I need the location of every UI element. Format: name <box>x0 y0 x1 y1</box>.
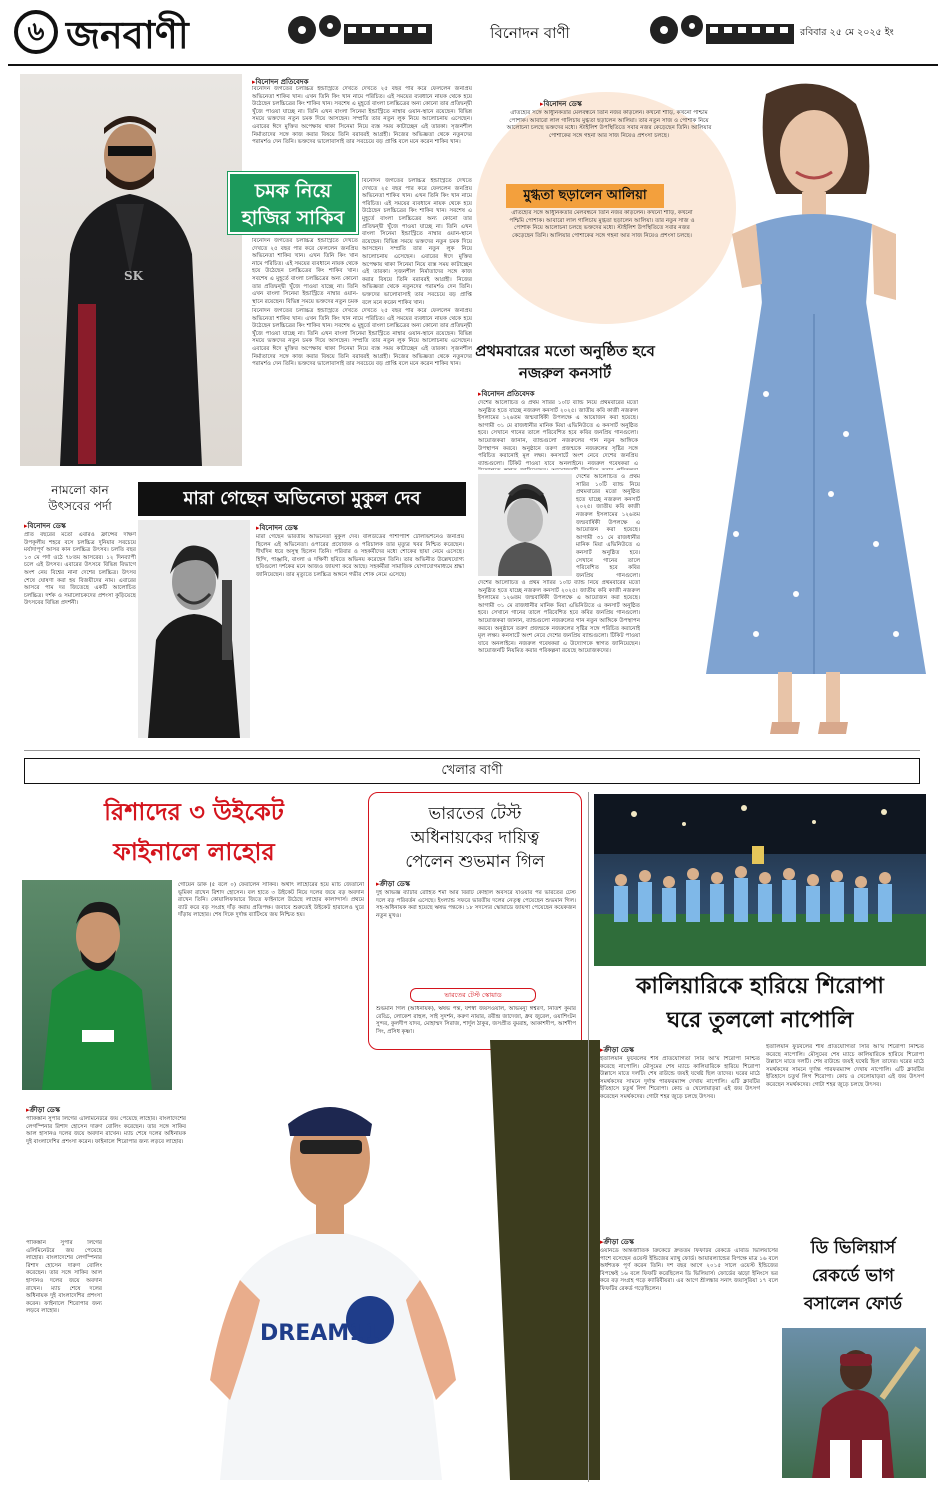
devilliers-headline <box>780 1234 926 1318</box>
mukul-headline-box <box>138 482 466 516</box>
alia-body: ঐতিহ্যের সঙ্গে আধুনিকতার মেলবন্ধনে তিনি নজর কাড়লেন। কখনো শাড়ি, কখনো পশ্চিমি পোশাক। আবারো লাল গালিচায় মুগ্ধতা ছড়ালেন আলিয়া। তার নতুন সাজ ও পোশাক নিয়ে আলোচনা চলছে ভক্তদের মধ্যে। স্টাইলিশ উপস্থিতিতে সবার নজর কেড়েছেন তিনি। আলিয়ার পোশাকের সঙ্গে গহনা আর সাজ নিয়েও প্রশংসা চলছে। <box>506 110 712 139</box>
cannes-byline: ▸ বিনোদন ডেস্ক <box>24 520 66 532</box>
napoli-headline: ঘরে তুললো নাপোলি <box>666 1008 854 1033</box>
napoli-body: ইতালিয়ান ফুটবলের শীর্ষ প্রতিযোগিতা সিরি আ'য় শিরোপা নিশ্চিত করেছে নাপোলি। মৌসুমের শেষ ম্যাচে কালিয়ারিকে হারিয়ে শিরোপা উল্লাসে মাতে দলটি। শেষ রাউন্ডে জয়ই যথেষ্ট ছিল তাদের। ঘরের মাঠে সমর্থকদের সামনে দুর্দান্ত পারফরম্যান্স দেখায় নাপোলি। এটি ক্লাবটির ইতিহাসে চতুর্থ লিগ শিরোপা। কোচ ও খেলোয়াড়রা এই জয় উৎসর্গ করেছেন সমর্থকদের। গোটা শহর জুড়ে চলছে উৎসব। <box>600 1056 760 1100</box>
mukul-dev-photo <box>138 520 250 738</box>
gill-squad-list: শুভমান গিল (অধিনায়ক), ঋষভ পন্ত, যশস্বী জয়সওয়াল, অভিমন্যু ঈশ্বরণ, নিতিশ কুমার রেড্ডি, লোকেশ রাহুল, সাই সুদর্শন, করুণ নায়ার, রবীন্দ্র জাদেজা, ধ্রুব জুরেল, ওয়াশিংটন সুন্দর, কুলদীপ যাদব, মোহাম্মদ সিরাজ, শার্দুল ঠাকুর, জসপ্রীত বুমরাহ, আকাশদীপ, আর্শদীপ সিং, প্রসিধ কৃষ্ণা। <box>376 1006 576 1035</box>
mukul-byline: ▸ বিনোদন ডেস্ক <box>256 522 298 534</box>
sakib-headline: চমক নিয়ে <box>254 180 332 202</box>
sakib-body: বিনোদন জগতের চলচ্চিত্র ইন্ডাস্ট্রিতে দেখতে দেখতে ২৫ বছর পার করে ফেললেন জনপ্রিয় অভিনেতা শাকিব খান। এখন তিনি কিং খান নামে পরিচিত। এই সময়ের ব্যবধানে নায়ক থেকে হয়ে উঠেছেন চলচ্চিত্রের কিং শাকিব খান। সবশেষ এ মুহূর্তে বাংলা চলচ্চিত্রের অন্য কোনো তার প্রতিদ্বন্দ্বী খুঁজে পাওয়া যাচ্ছে না। তিনি এখন বাংলা সিনেমা ইন্ডাস্ট্রিতে নাম্বার ওয়ান-স্থানে রয়েছেন। বিভিন্ন সময়ে ভক্তদের নতুন চমক দিয়ে আসছেন। সম্প্রতি তার নতুন লুক নিয়ে আলোচনায় এসেছেন। এবারের ঈদে মুক্তির অপেক্ষায় থাকা সিনেমা নিয়ে ব্যস্ত সময় কাটাচ্ছেন এই তারকা। সৃজনশীল নির্মাতাদের সঙ্গে কাজ করার বিষয়ে তিনি বরাবরই আগ্রহী। নিজের অভিজ্ঞতা থেকে নতুনদের পরামর্শও দেন তিনি। ভক্তদের ভালোবাসাই তার সবচেয়ে বড় প্রাপ্তি বলে মনে করেন শাকিব খান। <box>252 308 472 368</box>
rishad-headline <box>22 792 366 872</box>
rishad-headline: রিশাদের ৩ উইকেট <box>104 798 284 826</box>
film-reel-icon <box>646 12 796 50</box>
alia-byline: ▸ বিনোদন ডেস্ক <box>540 98 582 110</box>
cannes-headline: উৎসবের পর্দা <box>48 499 112 513</box>
svg-text:DREAM11: DREAM11 <box>260 1321 380 1346</box>
divider <box>24 750 920 751</box>
sakib-khan-photo <box>20 74 242 466</box>
divider <box>588 792 589 1482</box>
issue-date: রবিবার ২৫ মে ২০২৫ ইং <box>800 27 894 38</box>
nazrul-headline: প্রথমবারের মতো অনুষ্ঠিত হবে নজরুল কনসার্ট <box>475 342 655 382</box>
rishad-body: গোয়েন ডাক (৫ বলে ০) ফেরালেন সাকিব। অর্থাৎ লাহোরের হয়ে ম্যাচ জেতানো ভূমিকা রাখেন রিশাদ হোসেন। বল হাতে ৩ উইকেট নিয়ে দলের জয়ে বড় অবদান রাখেন তিনি। কোয়ালিফায়ারে জিতে ফাইনালে উঠেছে লাহোর কালান্দার্স। প্রথমে ব্যাট করে বড় সংগ্রহ দাঁড় করায় প্রতিপক্ষ। জবাবে শুরুতেই উইকেট হারালেও ঘুরে দাঁড়ায় লাহোর। শেষ দিকে দুর্দান্ত ব্যাটিংয়ে জয় নিশ্চিত হয়। <box>178 882 364 919</box>
alia-body: ঐতিহ্যের সঙ্গে আধুনিকতার মেলবন্ধনে তিনি নজর কাড়লেন। কখনো শাড়ি, কখনো পশ্চিমি পোশাক। আবারো লাল গালিচায় মুগ্ধতা ছড়ালেন আলিয়া। তার নতুন সাজ ও পোশাক নিয়ে আলোচনা চলছে ভক্তদের মধ্যে। স্টাইলিশ উপস্থিতিতে সবার নজর কেড়েছেন তিনি। আলিয়ার পোশাকের সঙ্গে গহনা আর সাজ নিয়েও প্রশংসা চলছে। <box>509 210 695 239</box>
svg-text:SK: SK <box>124 269 144 283</box>
nazrul-body: দেশের আলোচিত ও প্রথম সারির ১০টি ব্যান্ড নিয়ে প্রথমবারের মতো অনুষ্ঠিত হতে যাচ্ছে নজরুল কনসার্ট ২০২৫। জাতীয় কবি কাজী নজরুল ইসলামের ১২৬তম জন্মবার্ষিকী উপলক্ষে এ আয়োজন করা হয়েছে। আগামী ৩১ মে রাজধানীর মানিক মিয়া এভিনিউতে এ কনসার্ট অনুষ্ঠিত হবে। সেখানে গানের তালে পরিবেশিত হবে কবির জনপ্রিয় গানগুলো। আয়োজকরা জানান, ব্যান্ডগুলো নজরুলের গান নতুন আঙ্গিকে উপস্থাপন করবে। অনুষ্ঠানে তরুণ প্রজন্মকে নজরুলের সৃষ্টির সঙ্গে পরিচিত করানোই মূল লক্ষ্য। কনসার্টে অংশ নেবে দেশের জনপ্রিয় ব্যান্ডগুলো। টিকিট পাওয়া যাবে অনলাইনে। নজরুল গবেষকরা এ <box>478 400 638 467</box>
devilliers-body: ওয়ানডে আন্তর্জাতিক ক্রিকেটে দ্রুততম ফিফটির রেকর্ডে এবিডি ভিলিয়ার্সের পাশে বসেছেন ওয়েস্ট ইন্ডিজের ম্যাথু ফোর্ড। আয়ারল্যান্ডের বিপক্ষে মাত্র ১৬ বলে অর্ধশতক পূর্ণ করেন তিনি। দশ বছর আগে ২০১৫ সালে ওয়েস্ট ইন্ডিজের বিপক্ষেই ১৬ বলে ফিফটি করেছিলেন ডি ভিলিয়ার্স। ফোর্ডের ঝড়ো ইনিংসে ভর করে বড় সংগ্রহ গড়ে ক্যারিবীয়রা। এর আগে শ্রীলঙ্কার সনাৎ জয়াসুরিয়া ১৭ বলে ফিফটির রেকর্ড গড়েছিলেন। <box>600 1248 778 1292</box>
napoli-celebration-photo <box>594 794 926 966</box>
napoli-byline: ▸ ক্রীড়া ডেস্ক <box>600 1044 634 1056</box>
rishad-body: পাকিস্তান সুপার লিগের এলিমিনেটরে জয় পেয়েছে লাহোর। বাংলাদেশের লেগস্পিনার রিশাদ হোসেন দারুণ বোলিং করেছেন। তার সঙ্গে সাকিব আল হাসানও দলের জয়ে অবদান রাখেন। ম্যাচ শেষে দলের অধিনায়ক দুই বাংলাদেশির প্রশংসা করেন। ফাইনালে শিরোপার জন্য লড়বে লাহোর। <box>26 1116 186 1145</box>
nazrul-body: দেশের আলোচিত ও প্রথম সারির ১০টি ব্যান্ড নিয়ে প্রথমবারের মতো অনুষ্ঠিত হতে যাচ্ছে নজরুল কনসার্ট ২০২৫। জাতীয় কবি কাজী নজরুল ইসলামের ১২৬তম জন্মবার্ষিকী উপলক্ষে এ আয়োজন করা হয়েছে। আগামী ৩১ মে রাজধানীর মানিক মিয়া এভিনিউতে এ কনসার্ট অনুষ্ঠিত হবে। সেখানে গানের তালে পরিবেশিত হবে কবির জনপ্রিয় গানগুলো। আয়োজকরা জানান, ব্যান্ডগুলো নজরুলের গান নতুন আঙ্গিকে উপস্থাপন করবে। অনুষ্ঠানে তরুণ প্রজন্মকে নজরুলের সৃষ্টির সঙ্গে পরিচিত করানোই মূল লক্ষ্য। কনসার্টে অংশ নেবে দেশের জনপ্রিয় ব্যান্ডগুলো। টিকিট পাওয়া যাবে অনলাইনে। নজরুল গবেষকরা এ উদ্যোগকে স্বাগত জানিয়েছেন। আয়োজনটি নিয়মিত করার পরিকল্পনা রয়েছে আয়োজকদের। <box>478 580 640 655</box>
shubman-gill-photo <box>180 1040 600 1480</box>
rishad-body: পাকিস্তান সুপার লিগের এলিমিনেটরে জয় পেয়েছে লাহোর। বাংলাদেশের লেগস্পিনার রিশাদ হোসেন দারুণ বোলিং করেছেন। তার সঙ্গে সাকিব আল হাসানও দলের জয়ে অবদান রাখেন। ম্যাচ শেষে দলের অধিনায়ক দুই বাংলাদেশির প্রশংসা করেন। ফাইনালে শিরোপার জন্য লড়বে লাহোর। <box>26 1240 102 1315</box>
gill-headline: ভারতের টেস্ট <box>428 804 522 824</box>
matthew-forde-photo <box>782 1328 926 1478</box>
sakib-body: বিনোদন জগতের চলচ্চিত্র ইন্ডাস্ট্রিতে দেখতে দেখতে ২৫ বছর পার করে ফেললেন জনপ্রিয় অভিনেতা শাকিব খান। এখন তিনি কিং খান নামে পরিচিত। এই সময়ের ব্যবধানে নায়ক থেকে হয়ে উঠেছেন চলচ্চিত্রের কিং শাকিব খান। সবশেষ এ মুহূর্তে বাংলা চলচ্চিত্রের অন্য কোনো তার প্রতিদ্বন্দ্বী খুঁজে পাওয়া যাচ্ছে না। তিনি এখন বাংলা সিনেমা ইন্ডাস্ট্রিতে নাম্বার ওয়ান-স্থানে রয়েছেন। বিভিন্ন সময়ে ভক্তদের নতুন চমক <box>252 238 358 305</box>
page-number: ৬ <box>14 10 58 54</box>
devilliers-headline: ডি ভিলিয়ার্স <box>810 1238 896 1258</box>
sakib-headline-box <box>228 172 358 234</box>
nazrul-byline: ▸ বিনোদন প্রতিবেদক <box>478 388 535 400</box>
sakib-headline: হাজির সাকিব <box>241 207 345 229</box>
sakib-body: বিনোদন জগতের চলচ্চিত্র ইন্ডাস্ট্রিতে দেখতে দেখতে ২৫ বছর পার করে ফেললেন জনপ্রিয় অভিনেতা শাকিব খান। এখন তিনি কিং খান নামে পরিচিত। এই সময়ের ব্যবধানে নায়ক থেকে হয়ে উঠেছেন চলচ্চিত্রের কিং শাকিব খান। সবশেষ এ মুহূর্তে বাংলা চলচ্চিত্রের অন্য কোনো তার প্রতিদ্বন্দ্বী খুঁজে পাওয়া যাচ্ছে না। তিনি এখন বাংলা সিনেমা ইন্ডাস্ট্রিতে নাম্বার ওয়ান-স্থানে রয়েছেন। বিভিন্ন সময়ে ভক্তদের নতুন চমক দিয়ে আসছেন। সম্প্রতি তার নতুন লুক নিয়ে আলোচনায় এসেছেন। এবারের ঈদে মুক্তির অপেক্ষায় থাকা সিনেমা নিয়ে ব্যস্ত সময় কাটাচ্ছেন এই তারকা। সৃজনশীল নির্মাতাদের সঙ্গে কাজ করার বিষয়ে তিনি বরাবরই আগ্রহী। নিজের অভিজ্ঞতা থেকে নতুনদের পরামর্শও দেন তিনি। ভক্তদের ভালোবাসাই তার সবচেয়ে বড় প্রাপ্তি বলে মনে করেন শাকিব খান। <box>252 86 472 146</box>
nazrul-body: দেশের আলোচিত ও প্রথম সারির ১০টি ব্যান্ড নিয়ে প্রথমবারের মতো অনুষ্ঠিত হতে যাচ্ছে নজরুল কনসার্ট ২০২৫। জাতীয় কবি কাজী নজরুল ইসলামের ১২৬তম জন্মবার্ষিকী উপলক্ষে এ আয়োজন করা হয়েছে। আগামী ৩১ মে রাজধানীর মানিক মিয়া এভিনিউতে এ কনসার্ট অনুষ্ঠিত হবে। সেখানে গানের তালে পরিবেশিত হবে কবির জনপ্রিয় গানগুলো। <box>576 474 640 578</box>
devilliers-headline: বসালেন ফোর্ড <box>804 1294 902 1314</box>
devilliers-headline: রেকর্ডে ভাগ <box>811 1266 895 1286</box>
squad-label-text: ভারতের টেস্ট স্কোয়াড <box>444 991 502 999</box>
nazrul-portrait <box>478 474 572 576</box>
sakib-body: বিনোদন জগতের চলচ্চিত্র ইন্ডাস্ট্রিতে দেখতে দেখতে ২৫ বছর পার করে ফেললেন জনপ্রিয় অভিনেতা শাকিব খান। এখন তিনি কিং খান নামে পরিচিত। এই সময়ের ব্যবধানে নায়ক থেকে হয়ে উঠেছেন চলচ্চিত্রের কিং শাকিব খান। সবশেষ এ মুহূর্তে বাংলা চলচ্চিত্রের অন্য কোনো তার প্রতিদ্বন্দ্বী খুঁজে পাওয়া যাচ্ছে না। তিনি এখন বাংলা সিনেমা ইন্ডাস্ট্রিতে নাম্বার ওয়ান-স্থানে রয়েছেন। বিভিন্ন সময়ে ভক্তদের নতুন চমক দিয়ে আসছেন। সম্প্রতি তার নতুন লুক নিয়ে আলোচনায় এসেছেন। এবারের ঈদে মুক্তির অপেক্ষায় থাকা সিনেমা নিয়ে ব্যস্ত সময় কাটাচ্ছেন এই তারকা। সৃজনশীল নির্মাতাদের সঙ্গে কাজ করার বিষয়ে তিনি বরাবরই আগ্রহী। নিজের অভিজ্ঞতা থেকে নতুনদের পরামর্শও দেন তিনি। ভক্তদের ভালোবাসাই তার সবচেয়ে বড় প্রাপ্তি বলে মনে করেন শাকিব খান। <box>362 178 472 306</box>
devilliers-byline: ▸ ক্রীড়া ডেস্ক <box>600 1236 634 1248</box>
napoli-headline: কালিয়ারিকে হারিয়ে শিরোপা <box>636 974 884 999</box>
film-reel-icon <box>284 12 434 50</box>
divider <box>8 64 938 66</box>
rishad-hossain-photo <box>22 880 172 1090</box>
sakib-byline: ▸ বিনোদন প্রতিবেদক <box>252 76 309 88</box>
newspaper-logo: জনবাণী <box>66 12 189 57</box>
gill-byline: ▸ ক্রীড়া ডেস্ক <box>376 878 410 890</box>
alia-headline: মুগ্ধতা ছড়ালেন আলিয়া <box>523 188 647 203</box>
masthead <box>0 0 945 72</box>
gill-headline: অধিনায়কের দায়িত্ব <box>410 828 540 848</box>
cannes-body: প্রতি বছরের মতো এবারও ফ্রান্সের দক্ষিণ উপকূলীয় শহরে বসে চলচ্চিত্র দুনিয়ার সবচেয়ে মর্যাদাপূর্ণ আসর কান চলচ্চিত্র উৎসব। চলতি বছর ১৩ মে পর্দা ওঠে ৭৮তম আসরের। ১২ দিনব্যাপী চলে এই উৎসব। এবারের উৎসবে বিভিন্ন বিভাগে অংশ নেয় বিশ্বের নানা দেশের চলচ্চিত্র। উৎসব শেষে ঘোষণা করা হয় বিজয়ীদের নাম। এবারের আসরে পাম দর জিতেছে একটি আলোচিত চলচ্চিত্র। দর্শক ও সমালোচকদের প্রশংসা কুড়িয়েছে উৎসবের বিভিন্ন প্রদর্শনী। <box>24 532 136 607</box>
gill-headline: পেলেন শুভমান গিল <box>405 852 545 872</box>
alia-bhatt-photo <box>616 74 941 742</box>
gill-headline <box>370 802 580 874</box>
napoli-body: ইতালিয়ান ফুটবলের শীর্ষ প্রতিযোগিতা সিরি আ'য় শিরোপা নিশ্চিত করেছে নাপোলি। মৌসুমের শেষ ম্যাচে কালিয়ারিকে হারিয়ে শিরোপা উল্লাসে মাতে দলটি। শেষ রাউন্ডে জয়ই যথেষ্ট ছিল তাদের। ঘরের মাঠে সমর্থকদের সামনে দুর্দান্ত পারফরম্যান্স দেখায় নাপোলি। এটি ক্লাবটির ইতিহাসে চতুর্থ লিগ শিরোপা। কোচ ও খেলোয়াড়রা এই জয় উৎসর্গ করেছেন সমর্থকদের। গোটা শহর জুড়ে চলছে উৎসব। <box>766 1044 924 1088</box>
cannes-headline <box>24 482 136 514</box>
rishad-byline: ▸ ক্রীড়া ডেস্ক <box>26 1104 60 1116</box>
nazrul-headline <box>470 340 660 384</box>
sports-section-bar <box>24 758 920 784</box>
mukul-headline: মারা গেছেন অভিনেতা মুকুল দেব <box>183 488 421 509</box>
gill-body: দুই অভিজ্ঞ ব্যাটার রোহিত শর্মা আর বিরাট কোহলি অবসরে যাওয়ার পর ভারতের টেস্ট দলে বড় পরিবর্তন এসেছে। ইংল্যান্ড সফরে ভারতীয় দলের নেতৃত্ব পেয়েছেন শুভমান গিল। সহ-অধিনায়ক করা হয়েছে ঋষভ পন্তকে। ১৮ সদস্যের স্কোয়াডে জায়গা পেয়েছেন কয়েকজন নতুন মুখও। <box>376 890 576 919</box>
napoli-headline <box>594 970 926 1038</box>
mukul-body: মারা গেছেন ভারতীয় অভিনেতা মুকুল দেব। বলিউডের পাশাপাশি টেলিভিশনেও জনপ্রিয় ছিলেন এই অভিনেতা। ওপারের প্রযোজক ও পরিচালক তার মৃত্যুর খবর নিশ্চিত করেছেন। দীর্ঘদিন ধরে অসুস্থ ছিলেন তিনি। পরিবার ও সহকর্মীদের মধ্যে শোকের ছায়া নেমে এসেছে। হিন্দি, পাঞ্জাবি, বাংলা ও দক্ষিণী ছবিতে অভিনয় করেছেন তিনি। তার অভিনীত উল্লেখযোগ্য ছবিগুলো দর্শকের মনে আজও জায়গা করে আছে। সহকর্মীরা সামাজিক যোগাযোগমাধ্যমে শ্রদ্ধা জানিয়েছেন। তার মৃত্যুতে চলচ্চিত্র অঙ্গনে গভীর শোক নেমে এসেছে। <box>256 534 464 578</box>
section-title: বিনোদন বাণী <box>490 24 570 42</box>
sports-section-title: খেলার বাণী <box>441 763 503 778</box>
cannes-headline: নামলো কান <box>51 483 109 497</box>
rishad-headline: ফাইনালে লাহোর <box>113 838 275 866</box>
squad-label <box>410 988 536 1002</box>
